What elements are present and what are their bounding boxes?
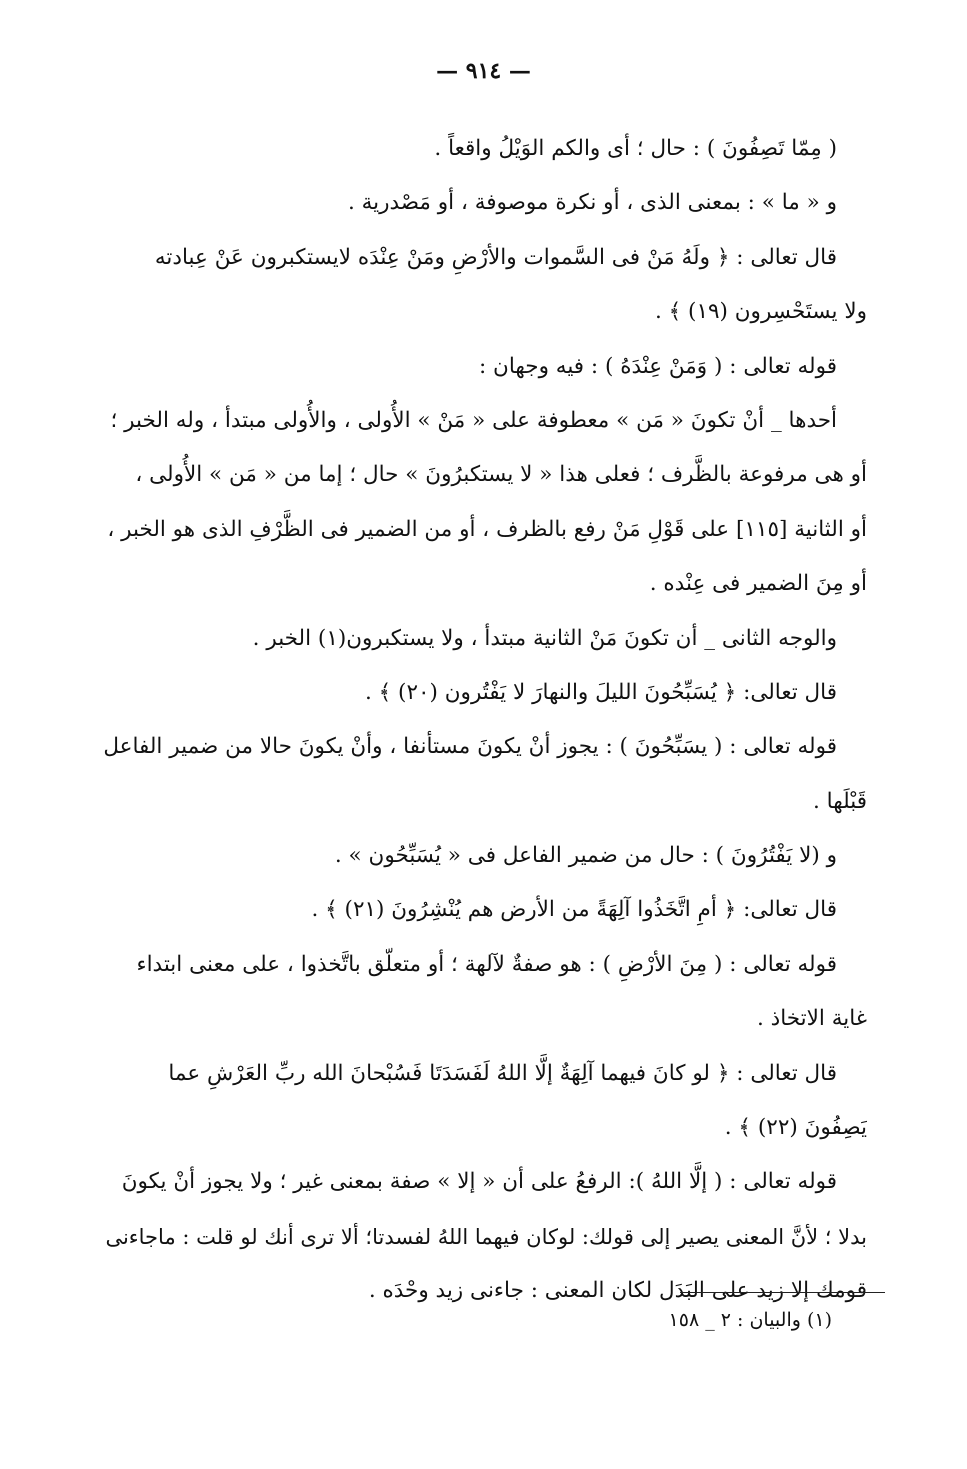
- text-line: والوجه الثانى _ أن تكونَ مَنْ الثانية مبتدأ ، ولا يستكبرون(١) الخبر .: [252, 625, 837, 651]
- text-line: أو الثانية [١١٥] على قَوْلِ مَنْ رفع بالظرف ، أو من الضمير فى الظَّرْفِ الذى هو الخبر ،: [107, 516, 867, 542]
- text-line: غاية الاتخاذ .: [756, 1006, 867, 1032]
- text-line: قال تعالى : ﴿ ولَهُ مَنْ فى السَّموات والأرْضِ ومَنْ عِنْدَه لايستكبرون عَنْ عِبادته: [154, 244, 837, 270]
- text-line: قال تعالى: ﴿ أمِ اتَّخَذُوا آلِهَةً من الأرض هم يُنْشِرُونَ (٢١) ﴾ .: [311, 897, 837, 923]
- text-line: ولا يستَحْسِرون (١٩) ﴾ .: [654, 299, 867, 325]
- text-line: قَبْلَها .: [812, 788, 867, 814]
- text-line: أو هى مرفوعة بالظَّرف ؛ فعلى هذا « لا يستكبرُونَ » حال ؛ إما من « مَن » الأُولى ،: [135, 462, 867, 488]
- text-line: قال تعالى: ﴿ يُسَبِّحُونَ الليلَ والنهارَ لا يَفْتُرون (٢٠) ﴾ .: [364, 679, 837, 705]
- text-line: قال تعالى : ﴿ لو كانَ فيهما آلِهَةٌ إلَّا اللهُ لَفَسَدَتَا فَسُبْحانَ الله ربِّ العَرْشِ عما: [168, 1060, 837, 1086]
- text-line: و (لا يَفْتُرُونَ ) : حال من ضمير الفاعل فى « يُسَبِّحُون » .: [334, 843, 837, 869]
- text-line: بدلا ؛ لأنَّ المعنى يصير إلى قولك: لوكان فيهما اللهُ لفسدتا؛ ألا ترى أنك لو قلت : ماجاءنى: [105, 1224, 867, 1249]
- text-line: أو مِنَ الضمير فى عِنْده .: [649, 571, 867, 597]
- text-line: قومك إلا زيد على البَدَل لكان المعنى : جاءنى زيد وحْدَه .: [368, 1278, 867, 1304]
- footnote: (١) والبيان : ٢ _ ١٥٨: [668, 1309, 832, 1331]
- text-line: أحدها _ أنْ تكونَ « مَن » معطوفة على « مَنْ » الأُولى ، والأُولى مبتدأ ، وله الخبر ؛: [110, 407, 837, 433]
- main-text-block: [92, 122, 867, 1319]
- page-number: — ٩١٤ —: [436, 58, 531, 84]
- footnote-divider: [680, 1292, 885, 1293]
- text-line: و « ما » : بمعنى الذى ، أو نكرة موصوفة ، أو مَصْدرية .: [347, 190, 837, 216]
- text-line: يَصِفُونَ (٢٢) ﴾ .: [724, 1115, 867, 1141]
- text-line: قوله تعالى : ( إلَّا اللهُ ): الرفعُ على أن « إلا » صفة بمعنى غير ؛ ولا يجوز أنْ يكونَ: [121, 1169, 837, 1195]
- text-line: قوله تعالى : ( يسَبِّحُونَ ) : يجوز أنْ يكونَ مستأنفا ، وأنْ يكونَ حالا من ضمير الفاعل: [103, 734, 837, 760]
- text-line: قوله تعالى : ( وَمَنْ عِنْدَهُ ) : فيه وجهان :: [478, 353, 837, 379]
- text-line: ( مِمّا تَصِفُونَ ) : حال ؛ أى والكم الوَيْلُ واقعاً .: [434, 136, 837, 161]
- text-line: قوله تعالى : ( مِنَ الأرْضِ ) : هو صفةٌ لآلهة ؛ أو متعلّق باتَّخذوا ، على معنى ابتداء: [136, 951, 837, 977]
